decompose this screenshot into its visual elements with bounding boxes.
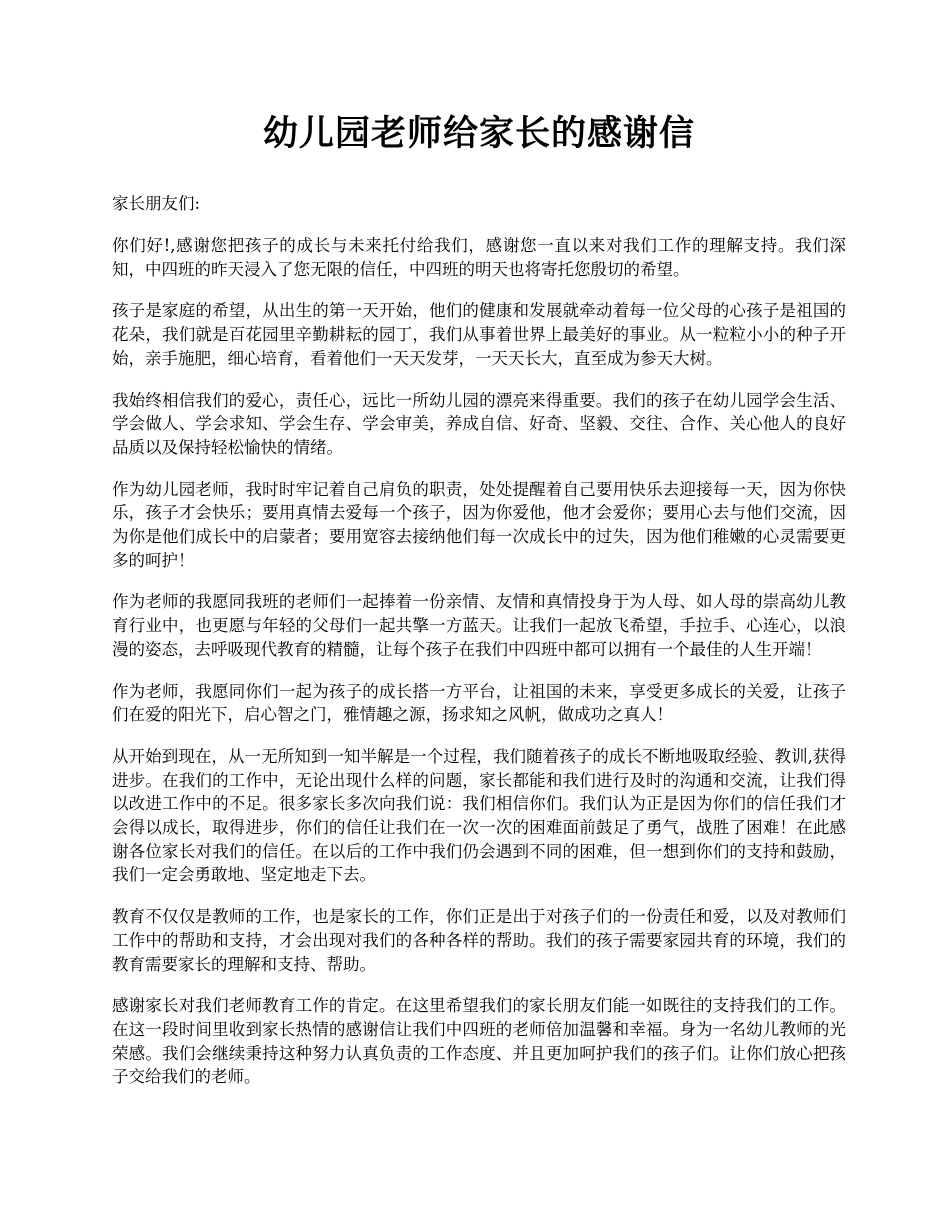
paragraph-4: 作为幼儿园老师，我时时牢记着自己肩负的职责，处处提醒着自己要用快乐去迎接每一天，因为你快乐，孩子才会快乐；要用真情去爱每一个孩子，因为你爱他，他才会爱你；要用心去与他们交流，因为你是他们成长中的启蒙者；要用宽容去接纳他们每一次成长中的过失，因为他们稚嫩的心灵需要更多的呵护！ bbox=[112, 479, 846, 570]
paragraph-1: 你们好!,感谢您把孩子的成长与未来托付给我们，感谢您一直以来对我们工作的理解支持。我们深知，中四班的昨天浸入了您无限的信任，中四班的明天也将寄托您殷切的希望。 bbox=[112, 236, 846, 279]
paragraph-6: 作为老师，我愿同你们一起为孩子的成长搭一方平台，让祖国的未来，享受更多成长的关爱，让孩子们在爱的阳光下，启心智之门，雅情趣之源，扬求知之风帆，做成功之真人！ bbox=[112, 681, 846, 725]
paragraph-5: 作为老师的我愿同我班的老师们一起捧着一份亲情、友情和真情投身于为人母、如人母的崇高幼儿教育行业中，也更愿与年轻的父母们一起共擎一方蓝天。让我们一起放飞希望，手拉手、心连心，以浪漫的姿态，去呼吸现代教育的精髓，让每个孩子在我们中四班中都可以拥有一个最佳的人生开端！ bbox=[112, 592, 846, 659]
paragraph-8: 教育不仅仅是教师的工作，也是家长的工作，你们正是出于对孩子们的一份责任和爱，以及对教师们工作中的帮助和支持，才会出现对我们的各种各样的帮助。我们的孩子需要家园共育的环境，我们的教育需要家长的理解和支持、帮助。 bbox=[112, 907, 846, 974]
paragraph-2: 孩子是家庭的希望，从出生的第一天开始，他们的健康和发展就牵动着每一位父母的心孩子是祖国的花朵，我们就是百花园里辛勤耕耘的园丁，我们从事着世界上最美好的事业。从一粒粒小小的种子开始，亲手施肥，细心培育，看着他们一天天发芽，一天天长大，直至成为参天大树。 bbox=[112, 301, 846, 368]
paragraph-7: 从开始到现在，从一无所知到一知半解是一个过程，我们随着孩子的成长不断地吸取经验、教训,获得进步。在我们的工作中，无论出现什么样的问题，家长都能和我们进行及时的沟通和交流，让我们得以改进工作中的不足。很多家长多次向我们说：我们相信你们。我们认为正是因为你们的信任我们才会得以成长，取得进步，你们的信任让我们在一次一次的困难面前鼓足了勇气，战胜了困难！在此感谢各位家长对我们的信任。在以后的工作中我们仍会遇到不同的困难，但一想到你们的支持和鼓励，我们一定会勇敢地、坚定地走下去。 bbox=[112, 746, 846, 885]
paragraph-3: 我始终相信我们的爱心，责任心，远比一所幼儿园的漂亮来得重要。我们的孩子在幼儿园学会生活、学会做人、学会求知、学会生存、学会审美，养成自信、好奇、坚毅、交往、合作、关心他人的良好品质以及保持轻松愉快的情绪。 bbox=[112, 390, 846, 457]
paragraph-9: 感谢家长对我们老师教育工作的肯定。在这里希望我们的家长朋友们能一如既往的支持我们的工作。在这一段时间里收到家长热情的感谢信让我们中四班的老师倍加温馨和幸福。身为一名幼儿教师的光荣感。我们会继续秉持这种努力认真负责的工作态度、并且更加呵护我们的孩子们。让你们放心把孩子交给我们的老师。 bbox=[112, 996, 846, 1087]
salutation: 家长朋友们: bbox=[112, 194, 201, 213]
page-title: 幼儿园老师给家长的感谢信 bbox=[262, 114, 695, 154]
